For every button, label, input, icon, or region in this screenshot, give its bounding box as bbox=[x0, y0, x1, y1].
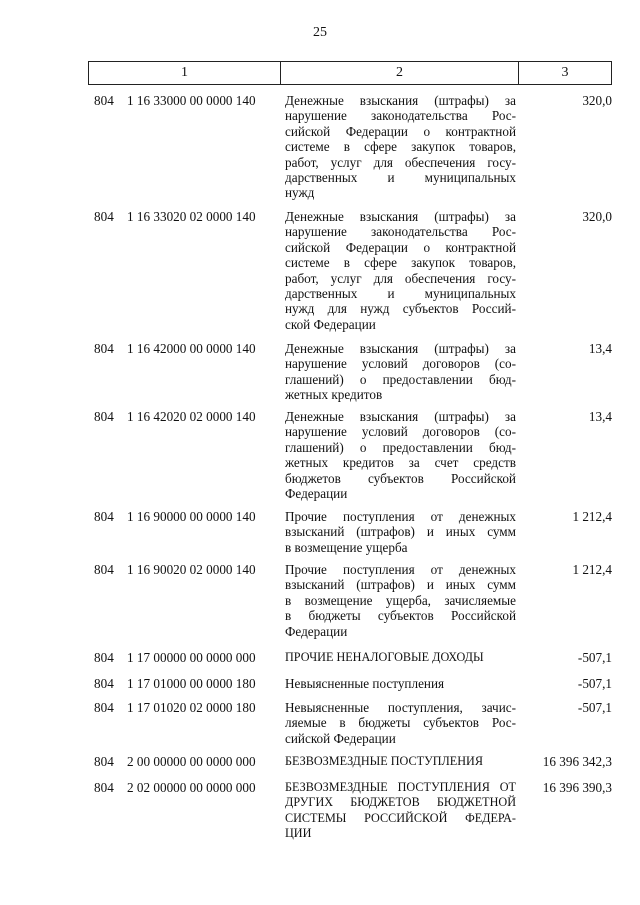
budget-code: 2 00 00000 00 0000 000 bbox=[127, 754, 256, 769]
description-line: работ, услуг для обеспечения госу- bbox=[285, 154, 516, 170]
budget-code: 1 16 42020 02 0000 140 bbox=[127, 409, 256, 424]
amount: 13,4 bbox=[588, 409, 612, 424]
description-line: Федерации bbox=[285, 623, 348, 639]
amount: 320,0 bbox=[582, 209, 612, 224]
admin-code: 804 bbox=[94, 700, 114, 715]
admin-code: 804 bbox=[94, 754, 114, 769]
description bbox=[285, 341, 516, 403]
budget-code: 1 17 01020 02 0000 180 bbox=[127, 700, 256, 715]
budget-code: 1 16 90000 00 0000 140 bbox=[127, 509, 256, 524]
budget-code: 1 17 00000 00 0000 000 bbox=[127, 650, 256, 665]
description-line: Федерации bbox=[285, 486, 348, 502]
amount: 16 396 390,3 bbox=[542, 780, 612, 795]
description bbox=[285, 93, 516, 201]
description-line: Денежные взыскания (штрафы) за bbox=[285, 409, 516, 424]
admin-code: 804 bbox=[94, 93, 114, 108]
description bbox=[285, 562, 516, 639]
amount: 13,4 bbox=[588, 341, 612, 356]
description-line: ЦИИ bbox=[285, 826, 312, 841]
description-line: сийской Федерации bbox=[285, 730, 396, 746]
admin-code: 804 bbox=[94, 562, 114, 577]
description-line: бюджетов субъектов Российской bbox=[285, 470, 516, 486]
description-line: СИСТЕМЫ РОССИЙСКОЙ ФЕДЕРА- bbox=[285, 810, 516, 825]
admin-code: 804 bbox=[94, 509, 114, 524]
description-line: в бюджеты субъектов Российской bbox=[285, 608, 516, 624]
description bbox=[285, 509, 516, 555]
description-line: нарушение условий договоров (со- bbox=[285, 424, 516, 440]
amount: -507,1 bbox=[577, 676, 612, 691]
amount: -507,1 bbox=[577, 700, 612, 715]
description-line: Денежные взыскания (штрафы) за bbox=[285, 93, 516, 108]
description-line: нужд для нужд субъектов Россий- bbox=[285, 301, 516, 317]
admin-code: 804 bbox=[94, 341, 114, 356]
budget-code: 1 17 01000 00 0000 180 bbox=[127, 676, 256, 691]
description-line: Прочие поступления от денежных bbox=[285, 562, 516, 577]
admin-code: 804 bbox=[94, 780, 114, 795]
description bbox=[285, 209, 516, 332]
description-line: Прочие поступления от денежных bbox=[285, 509, 516, 524]
description-line: дарственных и муниципальных bbox=[285, 170, 516, 186]
description-line: ляемые в бюджеты субъектов Рос- bbox=[285, 715, 516, 731]
description-line: глашений) о предоставлении бюд- bbox=[285, 439, 516, 455]
description-line: сийской Федерации о контрактной bbox=[285, 239, 516, 255]
description-line: взысканий (штрафов) и иных сумм bbox=[285, 577, 516, 593]
description-line: ской Федерации bbox=[285, 316, 376, 332]
description-line: в возмещение ущерба bbox=[285, 539, 408, 555]
admin-code: 804 bbox=[94, 209, 114, 224]
description-line: ПРОЧИЕ НЕНАЛОГОВЫЕ ДОХОДЫ bbox=[285, 650, 484, 664]
page-number: 25 bbox=[313, 25, 327, 40]
budget-code: 1 16 42000 00 0000 140 bbox=[127, 341, 256, 356]
header-col-1: 1 bbox=[89, 62, 281, 84]
description bbox=[285, 780, 516, 842]
description-line: сийской Федерации о контрактной bbox=[285, 123, 516, 139]
description-line: работ, услуг для обеспечения госу- bbox=[285, 270, 516, 286]
admin-code: 804 bbox=[94, 676, 114, 691]
header-col-3: 3 bbox=[561, 65, 569, 80]
description-line: Невыясненные поступления, зачис- bbox=[285, 700, 516, 715]
description-line: системе в сфере закупок товаров, bbox=[285, 139, 516, 155]
description-line: дарственных и муниципальных bbox=[285, 286, 516, 302]
admin-code: 804 bbox=[94, 650, 114, 665]
amount: -507,1 bbox=[577, 650, 612, 665]
description-line: нужд bbox=[285, 185, 315, 201]
description-line: системе в сфере закупок товаров, bbox=[285, 255, 516, 271]
description-line: БЕЗВОЗМЕЗДНЫЕ ПОСТУПЛЕНИЯ ОТ bbox=[285, 780, 516, 794]
description-line: нарушение законодательства Рос- bbox=[285, 224, 516, 240]
budget-code: 1 16 33000 00 0000 140 bbox=[127, 93, 256, 108]
budget-code: 2 02 00000 00 0000 000 bbox=[127, 780, 256, 795]
description-line: жетных кредитов bbox=[285, 387, 383, 403]
description-line: БЕЗВОЗМЕЗДНЫЕ ПОСТУПЛЕНИЯ bbox=[285, 754, 483, 768]
description-line: взысканий (штрафов) и иных сумм bbox=[285, 524, 516, 540]
budget-code: 1 16 90020 02 0000 140 bbox=[127, 562, 256, 577]
description-line: глашений) о предоставлении бюд- bbox=[285, 371, 516, 387]
description bbox=[285, 754, 516, 769]
description bbox=[285, 700, 516, 746]
description bbox=[285, 409, 516, 501]
description-line: в возмещение ущерба, зачисляемые bbox=[285, 592, 516, 608]
amount: 1 212,4 bbox=[572, 509, 612, 524]
amount: 16 396 342,3 bbox=[542, 754, 612, 769]
header-col-2: 2 bbox=[281, 62, 519, 84]
table-header bbox=[88, 61, 612, 85]
description-line: Денежные взыскания (штрафы) за bbox=[285, 341, 516, 356]
description-line: Невыясненные поступления bbox=[285, 676, 445, 691]
admin-code: 804 bbox=[94, 409, 114, 424]
description-line: нарушение условий договоров (со- bbox=[285, 356, 516, 372]
description bbox=[285, 676, 516, 691]
amount: 1 212,4 bbox=[572, 562, 612, 577]
budget-code: 1 16 33020 02 0000 140 bbox=[127, 209, 256, 224]
description-line: Денежные взыскания (штрафы) за bbox=[285, 209, 516, 224]
description-line: ДРУГИХ БЮДЖЕТОВ БЮДЖЕТНОЙ bbox=[285, 795, 516, 810]
description bbox=[285, 650, 516, 665]
amount: 320,0 bbox=[582, 93, 612, 108]
description-line: жетных кредитов за счет средств bbox=[285, 455, 516, 471]
description-line: нарушение законодательства Рос- bbox=[285, 108, 516, 124]
